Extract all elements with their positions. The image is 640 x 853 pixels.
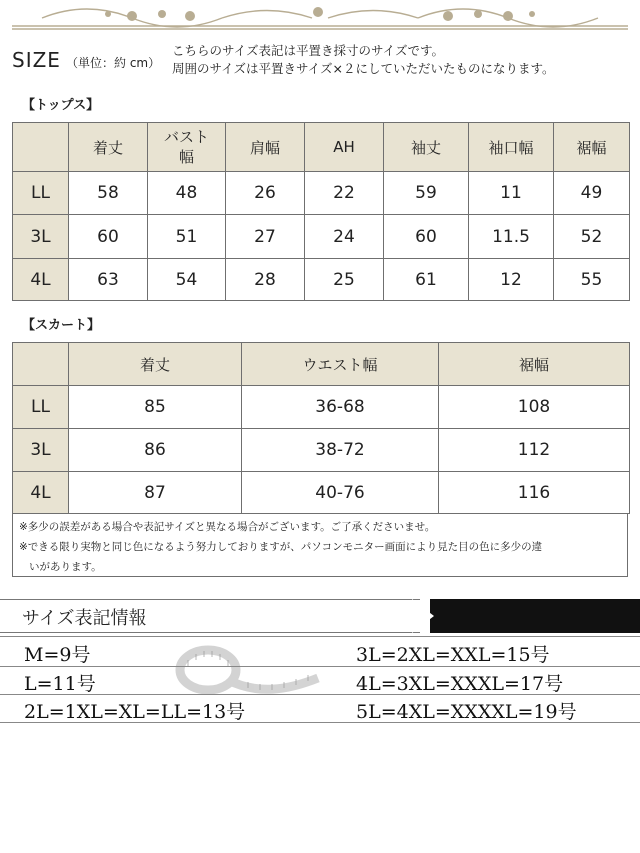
table-cell: 25 [305,259,384,301]
size-note-line: こちらのサイズ表記は平置き採寸のサイズです。 [172,43,445,58]
table-cell: 28 [226,259,305,301]
column-header: 着丈 [69,123,148,172]
table-cell: 63 [69,259,148,301]
table-cell: 112 [439,429,630,472]
column-header: 裾幅 [439,343,630,386]
size-info-header [0,599,640,633]
table-cell: 52 [554,215,630,259]
size-header [12,40,632,80]
table-cell: 51 [148,215,226,259]
size-info-item: 3L=2XL=XXL=15号 [356,644,550,666]
decorative-ornament [12,4,628,32]
table-cell: 26 [226,172,305,215]
table-row [13,386,630,429]
size-info-item: 4L=3XL=XXXL=17号 [356,673,564,695]
column-header: 着丈 [69,343,242,386]
table-cell: 108 [439,386,630,429]
column-header: AH [305,123,384,172]
banner-arrow [412,599,434,633]
size-info-item: 2L=1XL=XL=LL=13号 [24,701,246,723]
row-size-label: LL [13,386,69,429]
table-row [13,472,630,514]
column-header: 裾幅 [554,123,630,172]
table-row [13,429,630,472]
table-cell: 27 [226,215,305,259]
skirt-section-label: 【スカート】 [22,318,101,333]
table-row [13,215,630,259]
row-size-label: 4L [13,259,69,301]
table-cell: 11 [469,172,554,215]
tops-size-table [12,122,630,301]
size-note-line: 周囲のサイズは平置きサイズ×２にしていただいたものになります。 [172,61,555,76]
note-line: ※できる限り実物と同じ色になるよう努力しておりますが、パソコンモニター画面により見た目の色に多少の違 [19,541,543,553]
size-info-title: サイズ表記情報 [22,608,147,629]
skirt-size-table [12,342,630,514]
column-header-label: バスト幅 [163,128,209,166]
unit-label: （単位：約 cm） [66,56,161,70]
table-cell: 24 [305,215,384,259]
table-cell: 40-76 [242,472,439,514]
table-cell: 12 [469,259,554,301]
table-cell: 22 [305,172,384,215]
size-info-item: 5L=4XL=XXXXL=19号 [356,701,577,723]
column-header: 袖口幅 [469,123,554,172]
tops-header-row [13,123,630,172]
column-header: 肩幅 [226,123,305,172]
table-cell: 85 [69,386,242,429]
table-cell: 55 [554,259,630,301]
table-cell: 49 [554,172,630,215]
table-row [13,172,630,215]
disclaimer-notes [12,513,628,577]
skirt-header-row [13,343,630,386]
size-info-item: M=9号 [24,644,91,666]
tops-section-label: 【トップス】 [22,98,100,113]
table-cell: 86 [69,429,242,472]
table-cell: 48 [148,172,226,215]
table-cell: 60 [384,215,469,259]
table-cell: 59 [384,172,469,215]
row-size-label: 4L [13,472,69,514]
size-info-list [0,636,640,726]
row-size-label: 3L [13,215,69,259]
column-header: 袖丈 [384,123,469,172]
table-cell: 58 [69,172,148,215]
note-line: ※多少の誤差がある場合や表記サイズと異なる場合がございます。ご了承くださいませ。 [19,521,436,533]
size-note [172,42,554,78]
table-cell: 87 [69,472,242,514]
table-cell: 60 [69,215,148,259]
table-cell: 11.5 [469,215,554,259]
banner-black-bar [430,599,640,633]
table-cell: 36-68 [242,386,439,429]
divider [0,636,640,637]
column-header [148,123,226,172]
table-cell: 116 [439,472,630,514]
column-header: ウエスト幅 [242,343,439,386]
table-corner [13,343,69,386]
table-corner [13,123,69,172]
table-cell: 61 [384,259,469,301]
row-size-label: 3L [13,429,69,472]
row-size-label: LL [13,172,69,215]
table-cell: 54 [148,259,226,301]
size-info-item: L=11号 [24,673,96,695]
note-line: いがあります。 [29,561,102,573]
table-row [13,259,630,301]
table-cell: 38-72 [242,429,439,472]
size-title: SIZE [12,48,61,72]
